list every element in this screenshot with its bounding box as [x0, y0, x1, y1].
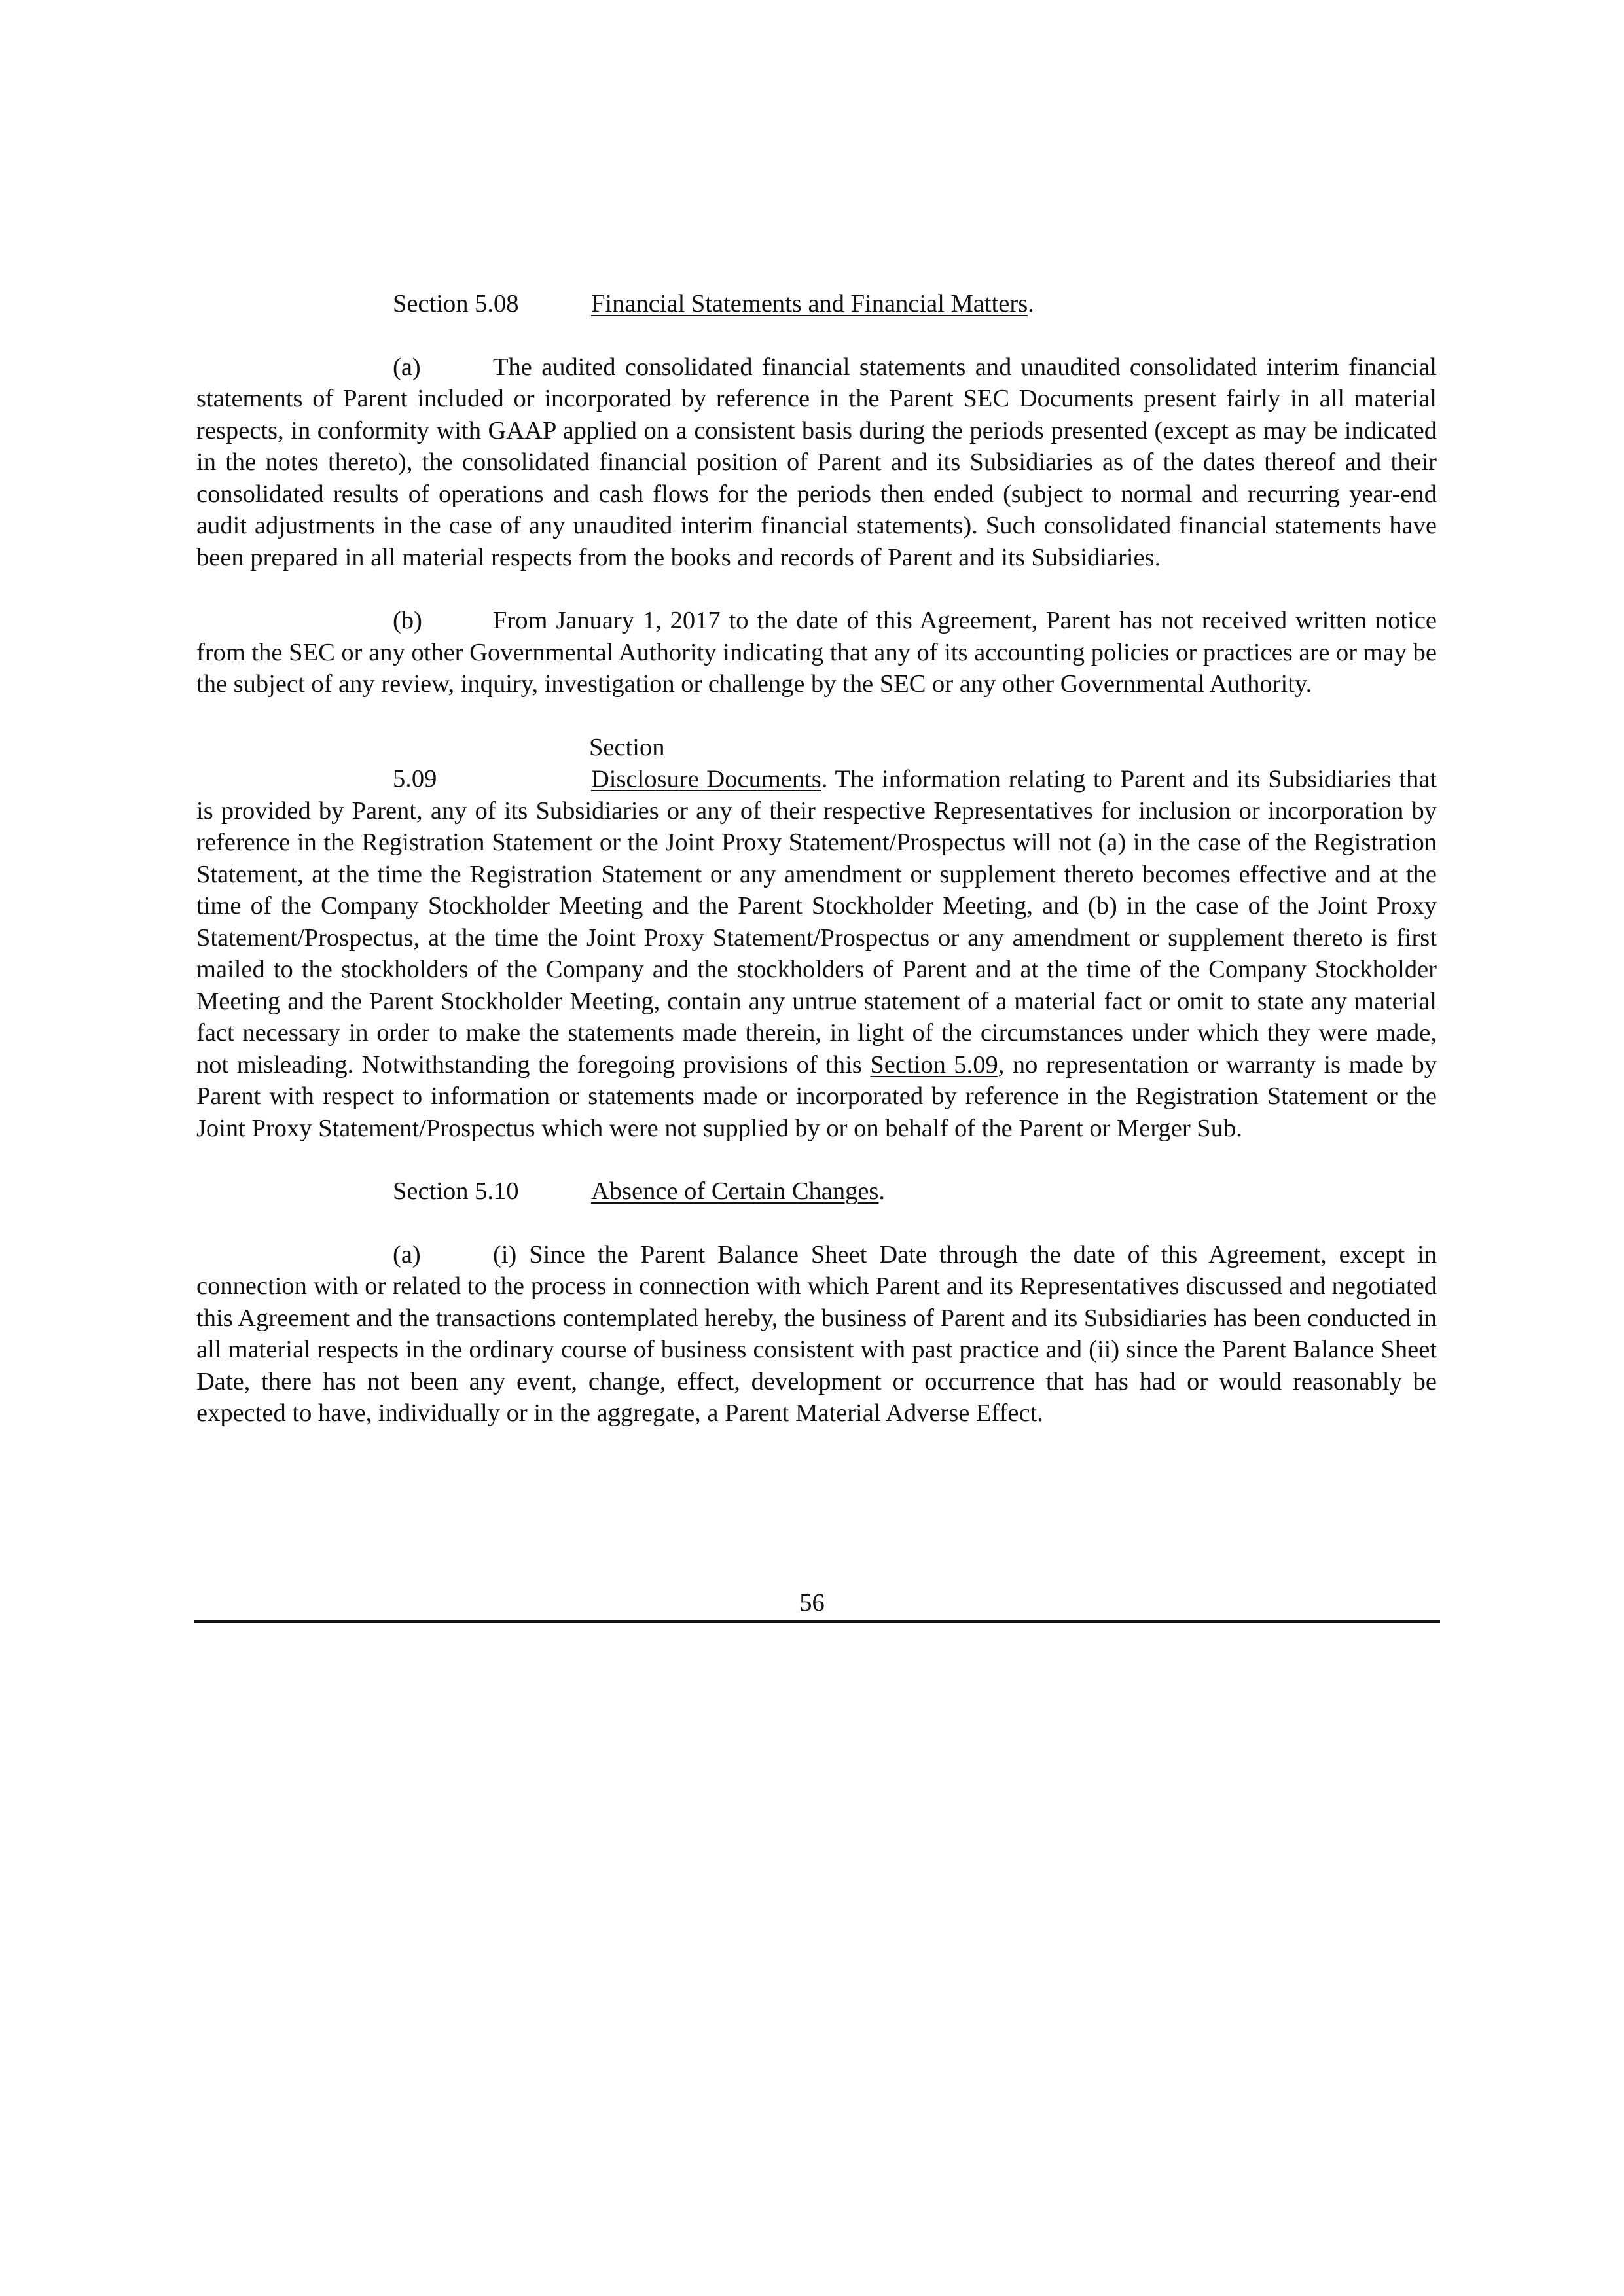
- section-5-09-paragraph: [196, 732, 1437, 1145]
- paragraph-text-part-2: , no representation or warranty is made by Parent with respect to information or statements made or incorporated by reference in the Registration Statement or the Joint Proxy Statement/Prospectus which were not supplied by or on behalf of the Parent or Merger Sub.: [196, 1050, 1437, 1142]
- paragraph-marker: (a): [393, 353, 421, 381]
- paragraph-text: (i) Since the Parent Balance Sheet Date through the date of this Agreement, except in connection with or related to the process in connection with which Parent and its Representatives discussed and negotiated this Agreement and the transactions contemplated hereby, the business of Parent and its Subsidiaries has been conducted in all material respects in the ordinary course of business consistent with past practice and (ii) since the Parent Balance Sheet Date, there has not been any event, change, effect, development or occurrence that has had or would reasonably be expected to have, individually or in the aggregate, a Parent Material Adverse Effect.: [196, 1240, 1437, 1427]
- section-5-08-heading: [196, 288, 1437, 320]
- paragraph-text-part-1: . The information relating to Parent and its Subsidiaries that is provided by Parent, any of its Subsidiaries or any of their respective Representatives for inclusion or incorporation by reference in the Registration Statement or the Joint Proxy Statement/Prospectus will not (a) in the case of the Registration Statement, at the time the Registration Statement or any amendment or supplement thereto becomes effective and at the time of the Company Stockholder Meeting and the Parent Stockholder Meeting, and (b) in the case of the Joint Proxy Statement/Prospectus, at the time the Joint Proxy Statement/Prospectus or any amendment or supplement thereto is first mailed to the stockholders of the Company and the stockholders of Parent and at the time of the Company Stockholder Meeting and the Parent Stockholder Meeting, contain any untrue statement of a material fact or omit to state any material fact necessary in order to make the statements made therein, in light of the circumstances under which they were made, not misleading. Notwithstanding the foregoing provisions of this: [196, 765, 1437, 1079]
- paragraph-text: The audited consolidated financial statements and unaudited consolidated interim financial statements of Parent included or incorporated by reference in the Parent SEC Documents present fairly in all material respects, in conformity with GAAP applied on a consistent basis during the periods presented (except as may be indicated in the notes thereto), the consolidated financial position of Parent and its Subsidiaries as of the dates thereof and their consolidated results of operations and cash flows for the periods then ended (subject to normal and recurring year-end audit adjustments in the case of any unaudited interim financial statements). Such consolidated financial statements have been prepared in all material respects from the books and records of Parent and its Subsidiaries.: [196, 353, 1437, 571]
- section-5-08-paragraph-b: [196, 605, 1437, 700]
- section-number: Section 5.09: [393, 733, 665, 793]
- section-title-suffix: .: [1028, 290, 1034, 317]
- section-title-suffix: .: [878, 1177, 886, 1205]
- paragraph-marker: (a): [393, 1240, 421, 1268]
- section-5-10-paragraph-a: [196, 1239, 1437, 1429]
- cross-reference-link: Section 5.09: [870, 1050, 998, 1079]
- section-5-10-heading: [196, 1175, 1437, 1208]
- section-title: Disclosure Documents: [591, 765, 821, 793]
- section-5-08-paragraph-a: [196, 351, 1437, 574]
- paragraph-text: From January 1, 2017 to the date of this Agreement, Parent has not received written notice from the SEC or any other Governmental Authority indicating that any of its accounting policies or practices are or may be the subject of any review, inquiry, investigation or challenge by the SEC or any other Governmental Authority.: [196, 607, 1437, 698]
- page-number: 56: [799, 1589, 825, 1617]
- section-title: Absence of Certain Changes: [591, 1177, 879, 1205]
- document-page: [196, 288, 1437, 1461]
- section-number: Section 5.10: [393, 1177, 519, 1205]
- section-title: Financial Statements and Financial Matters: [591, 290, 1028, 317]
- paragraph-marker: (b): [393, 607, 422, 634]
- footer-divider: [194, 1620, 1440, 1623]
- section-number: Section 5.08: [393, 290, 519, 317]
